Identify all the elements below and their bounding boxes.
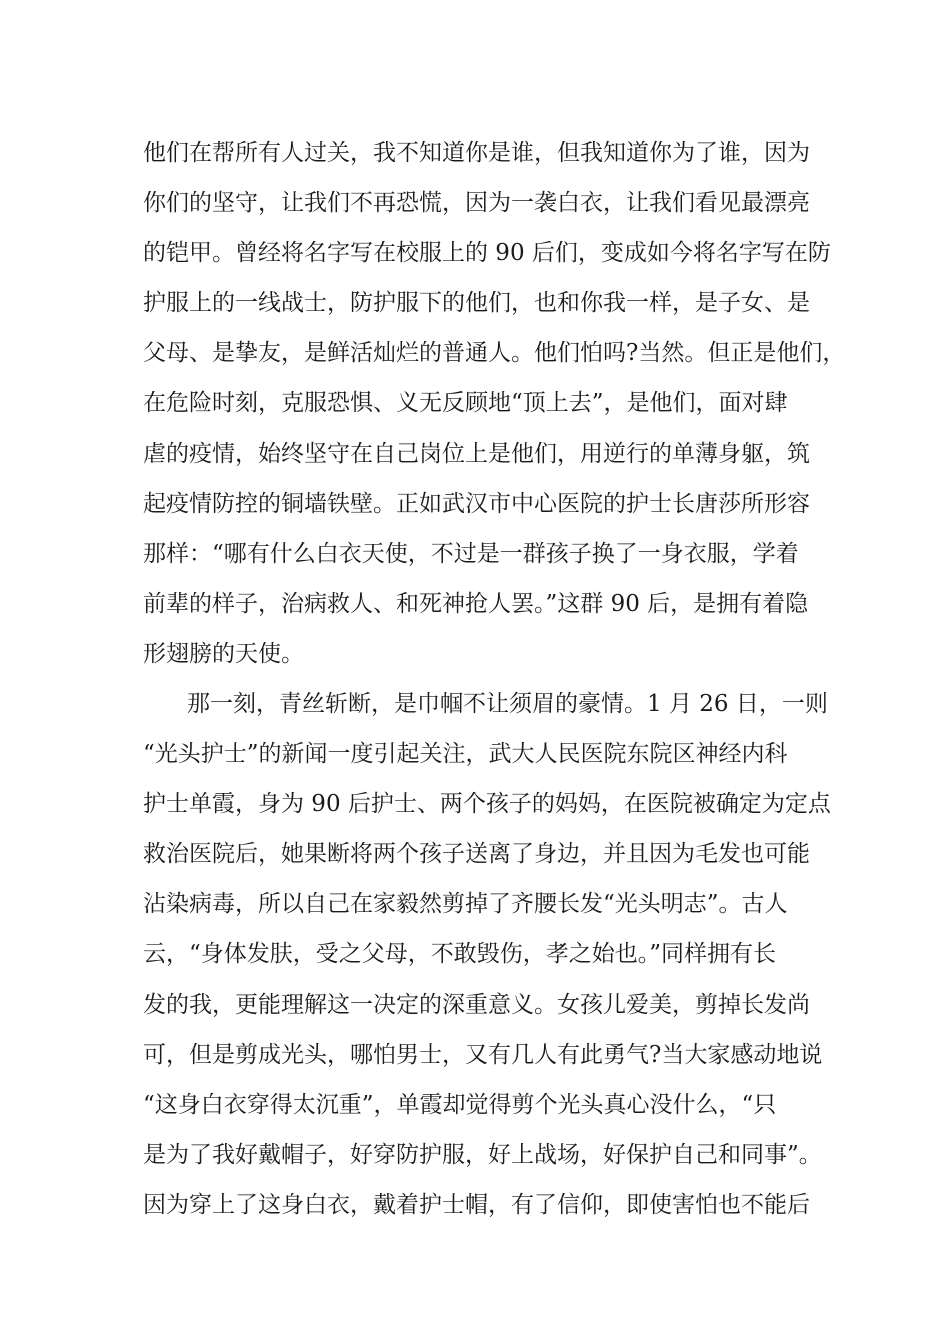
text-line: 是为了我好戴帽子，好穿防护服，好上战场，好保护自己和同事”。 [143, 1141, 822, 1168]
text-line: 起疫情防控的铜墙铁壁。正如武汉市中心医院的护士长唐莎所形容 [143, 490, 810, 517]
text-line: 前辈的样子，治病救人、和死神抢人罢。”这群 90 后，是拥有着隐 [143, 590, 809, 617]
text-line: 因为穿上了这身白衣，戴着护士帽，有了信仰，即使害怕也不能后 [143, 1191, 810, 1218]
text-line: 那样：“哪有什么白衣天使，不过是一群孩子换了一身衣服，学着 [143, 540, 799, 567]
text-line: “光头护士”的新闻一度引起关注，武大人民医院东院区神经内科 [143, 741, 788, 768]
text-line: 云，“身体发肤，受之父母，不敢毁伤，孝之始也。”同样拥有长 [143, 941, 777, 968]
text-line: 发的我，更能理解这一决定的深重意义。女孩儿爱美，剪掉长发尚 [143, 991, 810, 1018]
text-line: 形翅膀的天使。 [143, 640, 304, 667]
text-line: 的铠甲。曾经将名字写在校服上的 90 后们，变成如今将名字写在防 [143, 240, 831, 267]
text-line: “这身白衣穿得太沉重”，单霞却觉得剪个光头真心没什么，“只 [143, 1091, 777, 1118]
text-line: 你们的坚守，让我们不再恐慌，因为一袭白衣，让我们看见最漂亮 [143, 190, 810, 217]
text-line: 父母、是挚友，是鲜活灿烂的普通人。他们怕吗?当然。但正是他们， [143, 340, 846, 367]
text-line: 他们在帮所有人过关，我不知道你是谁，但我知道你为了谁，因为 [143, 140, 810, 166]
text-line: 在危险时刻，克服恐惧、义无反顾地“顶上去”，是他们，面对肆 [143, 390, 788, 417]
text-line: 护服上的一线战士，防护服下的他们，也和你我一样，是子女、是 [143, 290, 810, 317]
text-line: 沾染病毒，所以自己在家毅然剪掉了齐腰长发“光头明志”。古人 [143, 891, 788, 918]
paragraph-1 [143, 128, 846, 679]
text-line: 虐的疫情，始终坚守在自己岗位上是他们，用逆行的单薄身躯，筑 [143, 440, 810, 467]
paragraph-2 [143, 679, 831, 1230]
text-line: 那一刻，青丝斩断，是巾帼不让须眉的豪情。1 月 26 日，一则 [187, 691, 828, 717]
text-line: 可，但是剪成光头，哪怕男士，又有几人有此勇气?当大家感动地说 [143, 1041, 823, 1068]
text-line: 救治医院后，她果断将两个孩子送离了身边，并且因为毛发也可能 [143, 841, 810, 868]
text-line: 护士单霞，身为 90 后护士、两个孩子的妈妈，在医院被确定为定点 [143, 791, 831, 818]
